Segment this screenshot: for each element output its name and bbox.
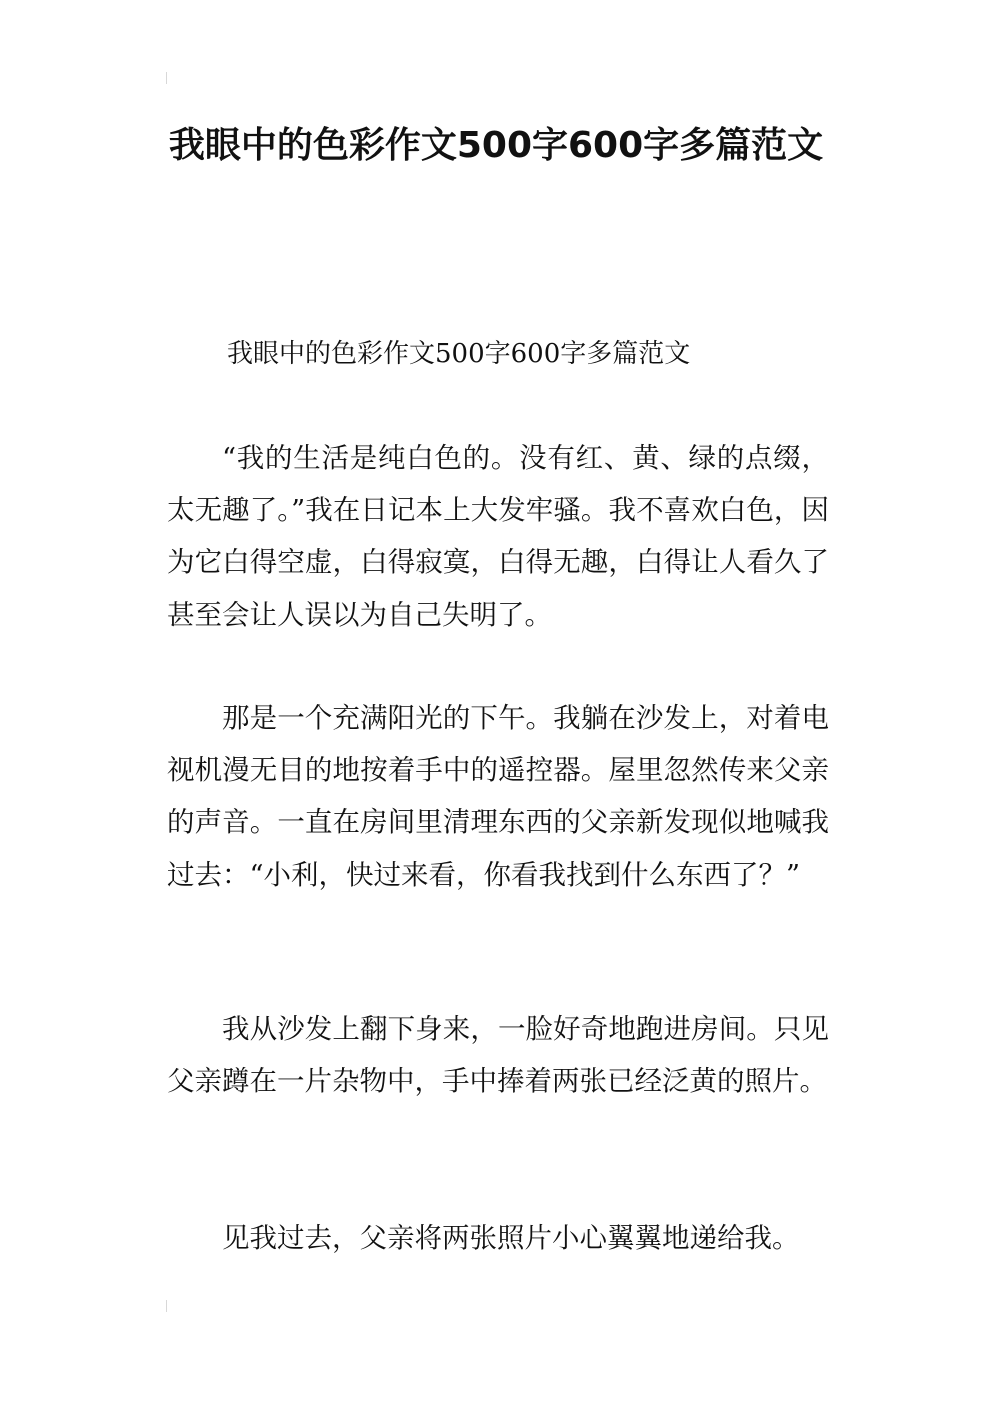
document-title: 我眼中的色彩作文500字600字多篇范文 — [168, 125, 824, 166]
page-corner-mark-top — [166, 72, 167, 84]
page-corner-mark-bottom — [166, 1300, 167, 1312]
paragraph-3: 我从沙发上翻下身来，一脸好奇地跑进房间。只见父亲蹲在一片杂物中，手中捧着两张已经泛黄的照片。 — [167, 1013, 829, 1098]
paragraph-4: 见我过去，父亲将两张照片小心翼翼地递给我。 — [222, 1222, 800, 1254]
paragraph-2: 那是一个充满阳光的下午。我躺在沙发上，对着电视机漫无目的地按着手中的遥控器。屋里忽然传来父亲的声音。一直在房间里清理东西的父亲新发现似地喊我过去：“小利，快过来看，你看我找到什么东西了？” — [167, 702, 829, 891]
paragraph-1: “我的生活是纯白色的。没有红、黄、绿的点缀，太无趣了。”我在日记本上大发牢骚。我不喜欢白色，因为它白得空虚，白得寂寞，白得无趣，白得让人看久了甚至会让人误以为自己失明了。 — [167, 442, 829, 631]
document-subtitle: 我眼中的色彩作文500字600字多篇范文 — [227, 339, 691, 369]
